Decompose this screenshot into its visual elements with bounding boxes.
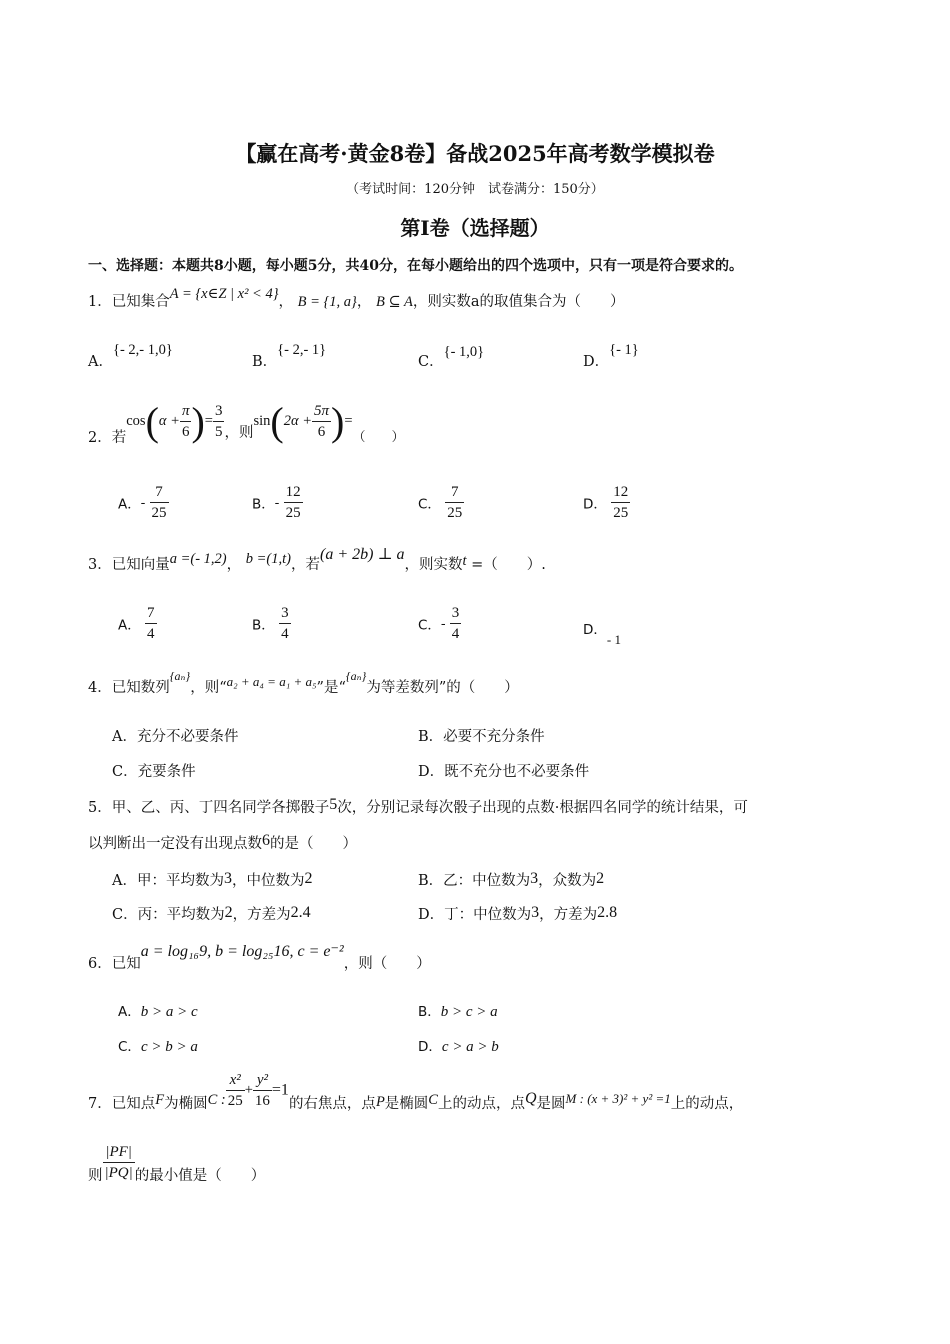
q7-text: 为椭圆 [164, 1096, 208, 1112]
q5-text: 次，分别记录每次骰子出现的点数·根据四名同学的统计结果，可 [337, 800, 748, 816]
q1-option-c[interactable] [418, 344, 485, 371]
option-num: 7 [147, 605, 155, 621]
option-label: B． [418, 729, 444, 745]
option-value: 2 [224, 904, 233, 921]
q2-five-pi: 5π [314, 403, 330, 419]
option-label: A． [118, 617, 141, 634]
q4-mid1: ，则“ [190, 680, 227, 696]
section-instructions: 一、选择题：本题共8小题，每小题5分，共40分，在每小题给出的四个选项中，只有一项是符合要求的。 [88, 258, 743, 274]
option-den: 25 [445, 502, 464, 523]
option-label: B． [252, 354, 278, 370]
q7-text: 的右焦点，点 [288, 1096, 376, 1112]
option-text: b > a > c [140, 1004, 198, 1020]
q4-option-b[interactable] [418, 725, 545, 746]
q1-option-b[interactable] [252, 342, 327, 371]
q3-end: =（ ）. [466, 557, 546, 573]
q5-option-d[interactable] [418, 903, 617, 924]
question-1 [88, 286, 625, 311]
q3-option-d[interactable] [583, 618, 621, 647]
q7-prefix: 7．已知点 [88, 1096, 156, 1112]
option-value: 3 [223, 870, 232, 887]
option-text: {- 2,- 1,0} [112, 342, 173, 358]
q7-eq1: =1 [271, 1081, 289, 1099]
option-sign: - [274, 494, 280, 510]
option-value: 3 [531, 904, 540, 921]
option-label: D． [418, 764, 445, 780]
option-text: 丁：中位数为 [444, 907, 532, 923]
q5-option-a[interactable] [112, 869, 312, 890]
option-label: C． [112, 764, 138, 780]
option-text: 甲：平均数为 [136, 873, 224, 889]
option-label: D． [418, 1039, 442, 1055]
option-text: ，方差为 [232, 907, 291, 923]
question-6 [88, 943, 431, 973]
q3-sep1: ， [226, 557, 242, 573]
option-label: B． [418, 1004, 441, 1020]
q3-prefix: 3．已知向量 [88, 557, 170, 573]
option-text: 充要条件 [137, 764, 196, 780]
q7-16: 16 [253, 1090, 272, 1111]
q3-vector-a: a =(- 1,2) [169, 551, 227, 567]
q5-option-c[interactable] [112, 903, 311, 924]
option-text: 既不充分也不必要条件 [444, 764, 590, 780]
q4-condition: a₂ + a₄ = a₁ + a₅ [226, 674, 317, 689]
option-text: ，中位数为 [231, 873, 305, 889]
q3-suffix: ，则实数 [404, 557, 463, 573]
q3-t: t [462, 553, 467, 569]
q6-option-b[interactable] [418, 1000, 498, 1021]
q2-eq: = [204, 413, 213, 429]
q2-three: 3 [214, 403, 223, 419]
q3-option-a[interactable] [118, 603, 157, 644]
option-text: c > a > b [441, 1039, 499, 1055]
q3-vector-b: b =(1,t) [245, 551, 291, 567]
option-value: 2.4 [290, 904, 311, 921]
option-label: C． [112, 907, 138, 923]
option-label: D． [418, 907, 445, 923]
q7-C2: C [428, 1092, 438, 1108]
q4-seq2: {aₙ} [345, 669, 367, 683]
option-label: C． [418, 617, 441, 634]
q1-subset: B ⊆ A [375, 294, 413, 310]
option-text: 乙：中位数为 [443, 873, 531, 889]
q2-five: 5 [213, 421, 225, 442]
q4-seq: {aₙ} [169, 669, 191, 683]
q4-option-d[interactable] [418, 760, 589, 781]
q7-circle: M : (x + 3)² + y² =1 [565, 1090, 671, 1106]
option-label: A． [88, 354, 113, 370]
option-num: 7 [155, 484, 163, 500]
option-text: {- 2,- 1} [277, 342, 327, 358]
q2-eq2: = [344, 413, 353, 429]
option-label: B． [252, 617, 275, 634]
q5-text: 的是（ ） [270, 836, 357, 852]
q2-pi: π [181, 403, 190, 419]
option-label: D． [583, 496, 607, 513]
exam-info: （考试时间：120分钟 试卷满分：150分） [346, 182, 604, 197]
option-sign: - [140, 494, 146, 510]
q2-six: 6 [180, 421, 192, 442]
question-7-line-2 [88, 1142, 265, 1183]
question-5-line-2 [88, 832, 357, 853]
q5-number-6: 6 [262, 832, 270, 849]
q7-PF: |PF| [105, 1144, 132, 1160]
volume-title: 第I卷（选择题） [400, 216, 550, 240]
option-value: 3 [530, 870, 539, 887]
q1-sep1: ， [278, 294, 293, 310]
option-label: A． [118, 496, 141, 513]
q2-sin: sin [253, 413, 271, 429]
q2-alpha: α + [158, 413, 180, 429]
q2-cos: cos [126, 413, 146, 429]
q4-option-a[interactable] [112, 725, 238, 746]
option-label: C． [418, 354, 444, 370]
option-text: ，众数为 [538, 873, 597, 889]
q3-condition: (a + 2b) ⊥ a [319, 546, 405, 563]
q1-prefix: 1．已知集合 [88, 294, 170, 310]
option-label: A． [118, 1004, 141, 1020]
q6-expression: a = log₁₆9, b = log₂₅16, c = e⁻² [140, 943, 344, 960]
question-3 [88, 546, 546, 574]
option-value: 2.8 [597, 904, 618, 921]
option-label: A． [112, 729, 137, 745]
q7-F: F [155, 1092, 165, 1108]
option-value: 2 [596, 870, 605, 887]
option-den: 25 [284, 502, 303, 523]
q7-text: 上的动点，点 [437, 1096, 525, 1112]
q4-option-c[interactable] [112, 760, 196, 781]
q1-sep2: ， [356, 294, 372, 310]
q2-option-c[interactable] [418, 482, 464, 523]
option-text: c > b > a [140, 1039, 198, 1055]
q7-text: 上的动点， [670, 1096, 744, 1112]
q7-then: 则 [88, 1168, 103, 1184]
q1-set-b: B = {1, a} [297, 294, 357, 310]
option-text: b > c > a [440, 1004, 498, 1020]
q7-Q: Q [524, 1089, 537, 1107]
option-label: D． [583, 622, 607, 638]
q7-text: 是圆 [536, 1096, 566, 1112]
q5-option-b[interactable] [418, 869, 604, 890]
q2-option-a[interactable] [118, 482, 169, 523]
question-4 [88, 669, 519, 697]
q2-suffix: （ ） [352, 430, 405, 445]
q7-C: C : [207, 1092, 226, 1108]
q7-plus: + [244, 1082, 253, 1098]
q1-suffix: ，则实数a的取值集合为（ ） [412, 294, 625, 310]
q6-suffix: ，则（ ） [343, 956, 431, 972]
q7-end: 的最小值是（ ） [134, 1168, 266, 1184]
q2-prefix: 2．若 [88, 430, 127, 446]
q2-option-b[interactable] [252, 482, 303, 523]
option-text: {- 1} [609, 342, 639, 358]
option-text: {- 1,0} [443, 344, 485, 360]
q7-25: 25 [226, 1090, 245, 1111]
option-num: 3 [281, 605, 289, 621]
q2-six2: 6 [312, 421, 331, 442]
q2-mid: ，则 [224, 425, 254, 441]
q3-option-b[interactable] [252, 603, 291, 644]
option-text: - 1 [606, 632, 621, 647]
question-2: 2．若cos(α + $\frac{\pi}{6}$ )= $\frac{3}{5}$ ，则sin(2α + $\frac{5\pi}{6}$ )=（ ） [88, 399, 405, 446]
option-text: 丙：平均数为 [137, 907, 225, 923]
question-7 [88, 1070, 743, 1111]
q4-prefix: 4．已知数列 [88, 680, 170, 696]
page-title: 【赢在高考·黄金8卷】备战2025年高考数学模拟卷 [235, 141, 715, 166]
q6-option-c[interactable] [118, 1035, 198, 1056]
q2-two-alpha: 2α + [283, 413, 312, 429]
question-5-line-1 [88, 796, 748, 817]
option-den: 4 [279, 623, 291, 644]
option-label: B． [252, 496, 275, 513]
q6-option-a[interactable] [118, 1000, 198, 1021]
q4-mid2: ”是“ [316, 680, 346, 696]
option-den: 25 [611, 502, 630, 523]
q7-PQ: |PQ| [103, 1162, 135, 1183]
option-label: C． [418, 496, 441, 513]
option-num: 12 [613, 484, 629, 500]
q4-suffix: 为等差数列”的（ ） [366, 680, 519, 696]
q7-P: P [375, 1094, 385, 1110]
option-label: C． [118, 1039, 141, 1055]
q1-set-a: A = {x∈Z | x² < 4} [169, 286, 279, 302]
q7-y2: y² [256, 1072, 268, 1088]
option-sign: - [440, 615, 446, 631]
q7-x2: x² [229, 1072, 241, 1088]
option-text: 充分不必要条件 [136, 729, 239, 745]
q6-option-d[interactable] [418, 1035, 499, 1056]
q3-mid: ，若 [290, 557, 320, 573]
option-text: ，方差为 [539, 907, 598, 923]
option-num: 7 [450, 484, 459, 500]
q5-text: 以判断出一定没有出现点数 [88, 836, 262, 852]
option-text: 必要不充分条件 [443, 729, 545, 745]
option-den: 4 [450, 623, 462, 644]
q5-number-5: 5 [329, 796, 338, 813]
q3-option-c[interactable] [418, 603, 461, 644]
q2-option-d[interactable] [583, 482, 630, 523]
q1-option-d[interactable] [583, 342, 639, 371]
option-num: 3 [451, 605, 460, 621]
option-label: D． [583, 354, 610, 370]
option-den: 25 [150, 502, 169, 523]
option-label: B． [418, 873, 444, 889]
q7-text: 是椭圆 [384, 1096, 429, 1112]
option-num: 12 [285, 484, 301, 500]
q6-prefix: 6．已知 [88, 956, 141, 972]
option-den: 4 [145, 623, 157, 644]
q1-option-a[interactable] [88, 342, 173, 371]
option-value: 2 [304, 870, 313, 887]
option-label: A． [112, 873, 137, 889]
q5-text: 5．甲、乙、丙、丁四名同学各掷骰子 [88, 800, 330, 816]
